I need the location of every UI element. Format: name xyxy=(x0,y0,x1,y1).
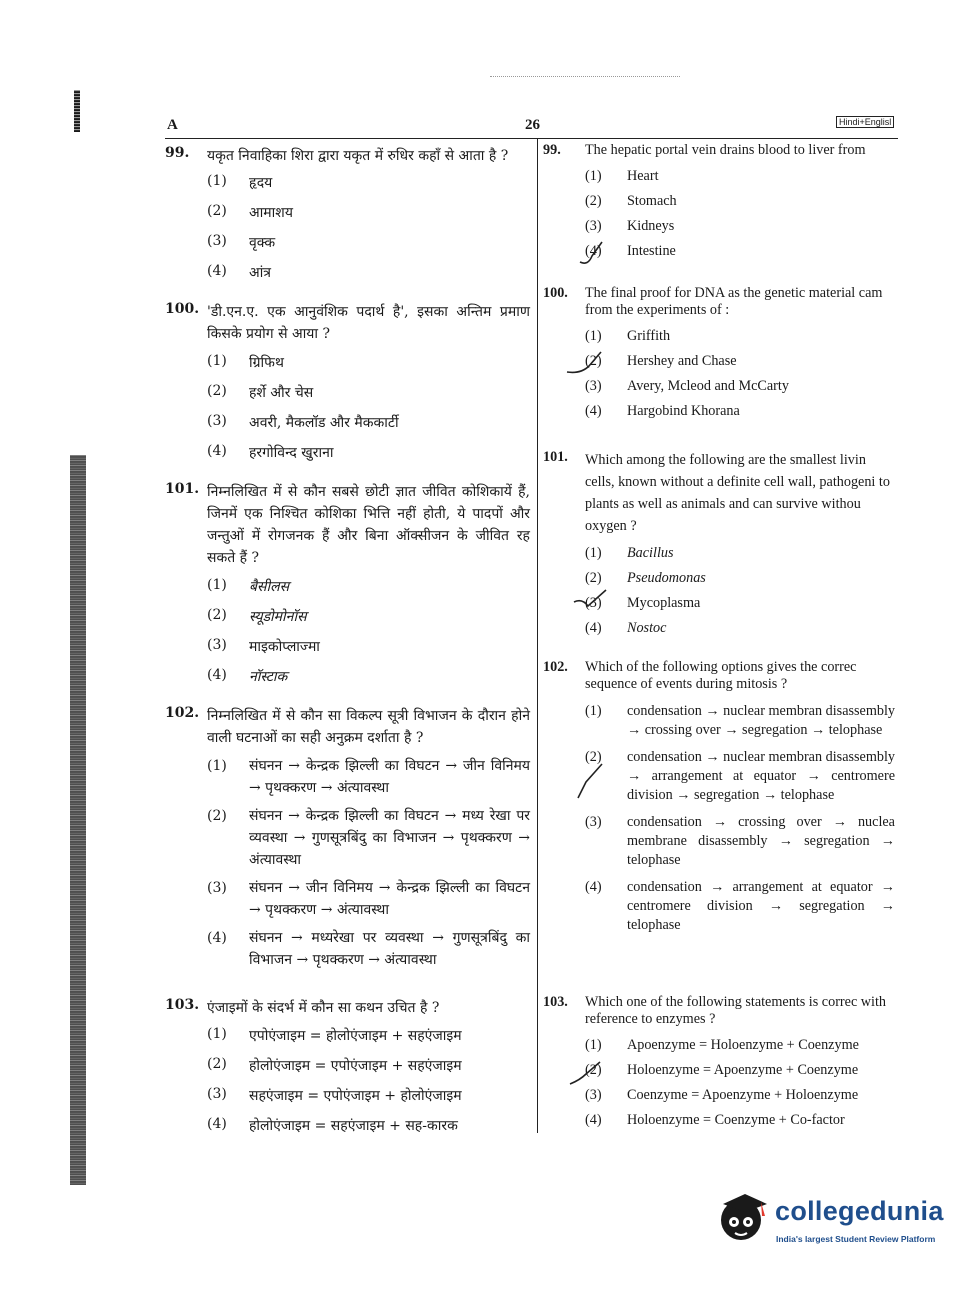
option xyxy=(207,577,530,596)
option-text: Hargobind Khorana xyxy=(627,403,740,419)
option-text: Apoenzyme = Holoenzyme + Coenzyme xyxy=(627,1037,859,1053)
option xyxy=(585,218,895,235)
option-number: (1) xyxy=(207,353,227,369)
option xyxy=(207,607,530,626)
option-number: (1) xyxy=(207,577,227,593)
option-number: (4) xyxy=(585,620,602,636)
option-text: आंत्र xyxy=(249,265,272,281)
option-text: हरगोविन्द खुराना xyxy=(249,445,334,461)
brand-tagline: India's largest Student Review Platform xyxy=(776,1234,936,1244)
option xyxy=(207,1056,530,1075)
option-text: Mycoplasma xyxy=(627,595,701,611)
question-number: 103. xyxy=(543,994,568,1010)
test-set-letter: A xyxy=(167,117,178,133)
option-number: (2) xyxy=(585,193,602,209)
option xyxy=(585,545,895,562)
option-number: (2) xyxy=(207,607,227,623)
option-number: (2) xyxy=(207,1056,227,1072)
option-number: (4) xyxy=(585,1112,602,1128)
option-number: (4) xyxy=(585,243,602,259)
option-text: संघनन → केन्द्रक झिल्ली का विघटन → जीन विनिमय → पृथक्करण → अंत्यावस्था xyxy=(249,758,530,796)
option-text: Pseudomonas xyxy=(627,570,706,586)
option xyxy=(585,243,895,260)
option-text: Griffith xyxy=(627,328,671,344)
question-102-hindi xyxy=(165,705,530,971)
option-text: Heart xyxy=(627,168,659,184)
option-text: होलोएंजाइम = सहएंजाइम + सह-कारक xyxy=(249,1118,458,1134)
option xyxy=(207,353,530,372)
option xyxy=(585,1087,895,1104)
option-number: (4) xyxy=(207,443,227,459)
page-number: 26 xyxy=(525,117,540,133)
answer-tick-mark xyxy=(565,350,605,376)
option-number: (2) xyxy=(585,353,602,369)
option-text: Intestine xyxy=(627,243,676,259)
option-number: (1) xyxy=(585,703,602,719)
option-text: सहएंजाइम = एपोएंजाइम + होलोएंजाइम xyxy=(249,1088,462,1104)
question-text: Which of the following options gives the correc sequence of events during mitosis ? xyxy=(585,659,857,692)
option-number: (1) xyxy=(585,545,602,561)
language-tag: Hindi+Englisl xyxy=(836,116,894,128)
option xyxy=(585,595,895,612)
option xyxy=(585,620,895,637)
scan-artifact xyxy=(74,90,80,132)
option-number: (4) xyxy=(207,667,227,683)
answer-tick-mark xyxy=(568,1060,604,1088)
option xyxy=(585,403,895,420)
option xyxy=(585,1112,895,1129)
brand-name: collegedunia xyxy=(775,1196,944,1226)
option-number: (1) xyxy=(585,328,602,344)
option-number: (1) xyxy=(585,1037,602,1053)
question-100-hindi xyxy=(165,301,530,462)
option xyxy=(207,1116,530,1135)
option xyxy=(585,168,895,185)
option-number: (1) xyxy=(207,173,227,189)
option-text: संघनन → केन्द्रक झिल्ली का विघटन → मध्य रेखा पर व्यवस्था → गुणसूत्रबिंदु का विभाजन → पृथक्करण → अंत्यावस्था xyxy=(249,808,530,868)
option xyxy=(207,1086,530,1105)
option-text: condensation → nuclear membran disassembly → arrangement at equator → centromere division → segregation → telophase xyxy=(627,749,895,803)
question-text: Which among the following are the smallest livin cells, known without a definite cell wall, pathogeni to plants as well as animals and can survive withou oxygen ? xyxy=(585,452,890,534)
option-text: हर्शे और चेस xyxy=(249,385,314,401)
option-text: Stomach xyxy=(627,193,677,209)
option xyxy=(207,443,530,462)
question-99-hindi xyxy=(165,145,530,282)
answer-tick-mark xyxy=(578,240,606,270)
option-text: Kidneys xyxy=(627,218,675,234)
question-text: 'डी.एन.ए. एक आनुवंशिक पदार्थ है', इसका अन्तिम प्रमाण किसके प्रयोग से आया ? xyxy=(207,304,530,342)
option-text: स्यूडोमोनॉस xyxy=(249,609,307,625)
option xyxy=(585,748,895,805)
question-text: एंजाइमों के संदर्भ में कौन सा कथन उचित है ? xyxy=(207,1000,440,1016)
question-number: 99. xyxy=(543,142,561,158)
question-number: 99. xyxy=(165,145,190,161)
option xyxy=(585,570,895,587)
option-text: Avery, Mcleod and McCarty xyxy=(627,378,789,394)
option-text: Coenzyme = Apoenzyme + Holoenzyme xyxy=(627,1087,859,1103)
option xyxy=(207,805,530,871)
scan-edge-artifact xyxy=(70,455,86,1185)
option-number: (2) xyxy=(585,749,602,765)
option xyxy=(585,1062,895,1079)
option-number: (3) xyxy=(585,1087,602,1103)
answer-tick-mark xyxy=(572,588,610,612)
option xyxy=(585,378,895,395)
option xyxy=(207,413,530,432)
option-text: हृदय xyxy=(249,175,273,191)
option-number: (2) xyxy=(585,1062,602,1078)
option-number: (3) xyxy=(207,413,227,429)
option-number: (4) xyxy=(585,879,602,895)
option-number: (2) xyxy=(585,570,602,586)
option xyxy=(207,233,530,252)
brand-watermark xyxy=(715,1190,945,1250)
option-text: होलोएंजाइम = एपोएंजाइम + सहएंजाइम xyxy=(249,1058,462,1074)
option xyxy=(585,328,895,345)
question-text: Which one of the following statements is correc with reference to enzymes ? xyxy=(585,994,887,1027)
question-number: 100. xyxy=(165,301,200,317)
option-text: Nostoc xyxy=(627,620,667,636)
option-text: वृक्क xyxy=(249,235,276,251)
option-number: (4) xyxy=(207,930,227,946)
question-text: यकृत निवाहिका शिरा द्वारा यकृत में रुधिर कहाँ से आता है ? xyxy=(207,148,509,164)
option-number: (3) xyxy=(585,378,602,394)
option-text: अवरी, मैकलॉड और मैककार्टी xyxy=(249,415,399,431)
option-number: (1) xyxy=(585,168,602,184)
question-number: 101. xyxy=(165,481,200,497)
option-number: (2) xyxy=(207,808,227,824)
option-text: माइकोप्लाज्मा xyxy=(249,639,320,655)
question-101-hindi xyxy=(165,481,530,686)
option-text: संघनन → जीन विनिमय → केन्द्रक झिल्ली का विघटन → पृथक्करण → अंत्यावस्था xyxy=(249,880,530,918)
question-text: The final proof for DNA as the genetic material cam from the experiments of : xyxy=(585,285,883,318)
option xyxy=(207,877,530,921)
question-103-hindi xyxy=(165,997,530,1135)
option-text: condensation → arrangement at equator → centromere division → segregation → telophase xyxy=(627,879,895,933)
option-number: (4) xyxy=(207,1116,227,1132)
column-divider xyxy=(537,138,538,1133)
option-text: संघनन → मध्यरेखा पर व्यवस्था → गुणसूत्रबिंदु का विभाजन → पृथक्करण → अंत्यावस्था xyxy=(249,930,530,968)
option-number: (3) xyxy=(585,595,602,611)
header-divider xyxy=(165,138,898,139)
option xyxy=(585,1037,895,1054)
option xyxy=(207,173,530,192)
option xyxy=(585,353,895,370)
option xyxy=(585,813,895,870)
option-number: (3) xyxy=(207,880,227,896)
option xyxy=(207,667,530,686)
option-number: (4) xyxy=(585,403,602,419)
option-text: Holoenzyme = Coenzyme + Co-factor xyxy=(627,1112,845,1128)
question-number: 100. xyxy=(543,285,568,301)
option-number: (4) xyxy=(207,263,227,279)
option xyxy=(207,927,530,971)
answer-tick-mark xyxy=(572,762,606,802)
question-text: निम्नलिखित में से कौन सबसे छोटी ज्ञात जीवित कोशिकायें हैं, जिनमें एक निश्चित कोशिका भित्ति नहीं होती, ये पादपों और जन्तुओं में रोगजनक हैं और बिना ऑक्सीजन के जीवित रह सकते हैं ? xyxy=(207,484,530,566)
option-number: (1) xyxy=(207,758,227,774)
option xyxy=(207,263,530,282)
option-number: (3) xyxy=(585,218,602,234)
question-text: निम्नलिखित में से कौन सा विकल्प सूत्री विभाजन के दौरान होने वाली घटनाओं का सही अनुक्रम दर्शाता है ? xyxy=(207,708,530,746)
option xyxy=(207,755,530,799)
question-number: 102. xyxy=(165,705,200,721)
option-number: (2) xyxy=(207,383,227,399)
option-text: ग्रिफिथ xyxy=(249,355,284,371)
option xyxy=(207,637,530,656)
question-number: 101. xyxy=(543,449,568,465)
option-number: (1) xyxy=(207,1026,227,1042)
option xyxy=(207,203,530,222)
option-text: condensation → nuclear membran disassembly → crossing over → segregation → telophase xyxy=(627,703,895,738)
question-number: 103. xyxy=(165,997,200,1013)
option-text: नॉस्टाक xyxy=(249,669,288,685)
option-number: (3) xyxy=(585,814,602,830)
option xyxy=(585,702,895,740)
option-text: एपोएंजाइम = होलोएंजाइम + सहएंजाइम xyxy=(249,1028,462,1044)
option-text: बैसीलस xyxy=(249,579,290,595)
option-text: Hershey and Chase xyxy=(627,353,737,369)
option-number: (3) xyxy=(207,1086,227,1102)
option xyxy=(585,193,895,210)
option xyxy=(585,878,895,935)
question-number: 102. xyxy=(543,659,568,675)
option-text: Holoenzyme = Apoenzyme + Coenzyme xyxy=(627,1062,859,1078)
option xyxy=(207,1026,530,1045)
option-number: (3) xyxy=(207,233,227,249)
option-text: Bacillus xyxy=(627,545,674,561)
option-text: आमाशय xyxy=(249,205,293,221)
option-number: (3) xyxy=(207,637,227,653)
question-text: The hepatic portal vein drains blood to liver from xyxy=(585,142,866,158)
brand-logo-icon xyxy=(715,1190,771,1248)
scan-noise xyxy=(490,76,680,79)
option-number: (2) xyxy=(207,203,227,219)
option-text: condensation → crossing over → nuclea membrane disassembly → segregation → telophase xyxy=(627,814,895,868)
option xyxy=(207,383,530,402)
